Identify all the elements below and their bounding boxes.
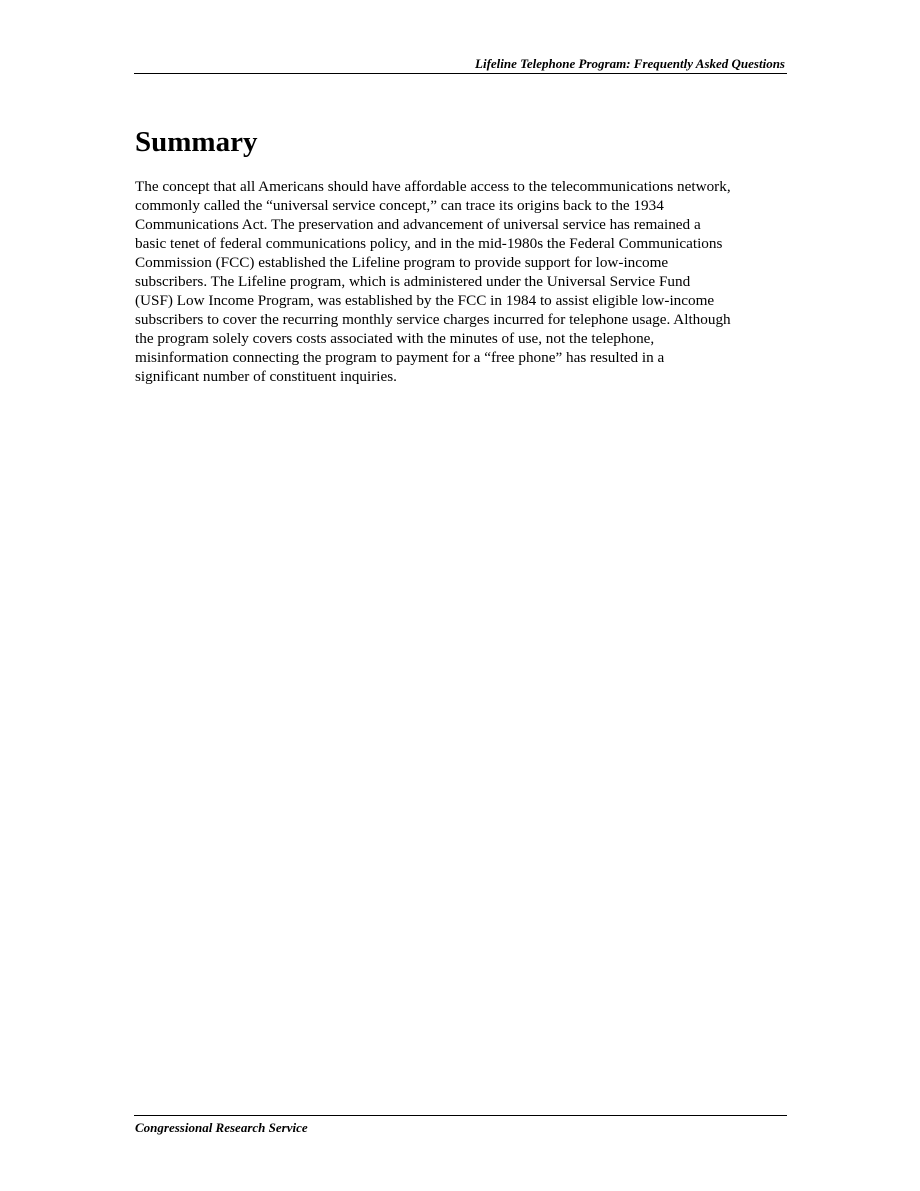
summary-line: Commission (FCC) established the Lifeline program to provide support for low-income bbox=[135, 254, 669, 271]
footer-organization: Congressional Research Service bbox=[135, 1120, 308, 1135]
summary-line: The concept that all Americans should have affordable access to the telecommunications network, bbox=[135, 178, 731, 195]
summary-line: (USF) Low Income Program, was established by the FCC in 1984 to assist eligible low-income bbox=[135, 292, 715, 309]
summary-heading: Summary bbox=[135, 126, 258, 158]
running-header-title: Lifeline Telephone Program: Frequently Asked Questions bbox=[475, 56, 785, 71]
summary-line: significant number of constituent inquiries. bbox=[135, 368, 397, 385]
summary-line: commonly called the “universal service concept,” can trace its origins back to the 1934 bbox=[135, 197, 664, 214]
summary-line: the program solely covers costs associated with the minutes of use, not the telephone, bbox=[135, 330, 655, 347]
summary-line: basic tenet of federal communications policy, and in the mid-1980s the Federal Communications bbox=[135, 235, 723, 252]
summary-line: Communications Act. The preservation and advancement of universal service has remained a bbox=[135, 216, 701, 233]
summary-line: misinformation connecting the program to payment for a “free phone” has resulted in a bbox=[135, 349, 665, 366]
running-header bbox=[134, 56, 787, 74]
summary-line: subscribers. The Lifeline program, which is administered under the Universal Service Fund bbox=[135, 273, 691, 290]
summary-paragraph bbox=[135, 177, 795, 386]
summary-line: subscribers to cover the recurring monthly service charges incurred for telephone usage. Although bbox=[135, 311, 731, 328]
running-footer bbox=[134, 1115, 787, 1135]
